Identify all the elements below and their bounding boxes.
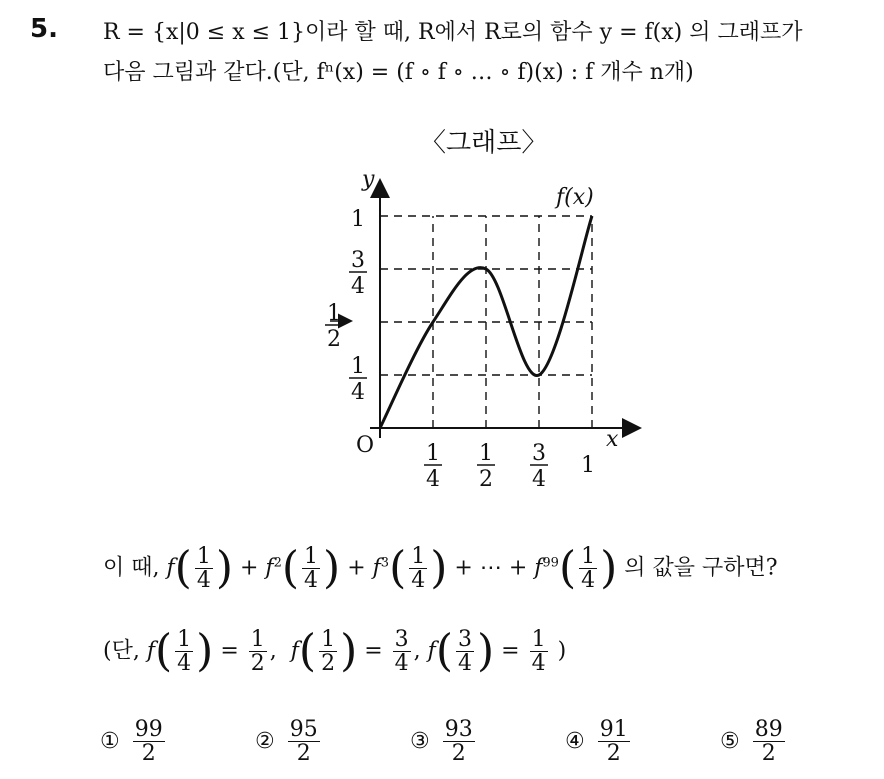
- question-line: 이 때, f( $\frac{1}{4}$ ) + $f^2$( $\frac{1}{4}$ ) + $f^3$( $\frac{1}{4}$ ) + ⋯ + $f^{99}$( $\frac{1}{4}$ ) 의 값을 구하면?: [103, 542, 778, 594]
- choice-4-mark: ④: [565, 729, 585, 755]
- choice-4-numerator: 91: [599, 717, 628, 742]
- y-tick-3-denominator: 4: [351, 274, 365, 299]
- function-graph: [310, 160, 650, 490]
- question-prefix: 이 때,: [103, 555, 160, 581]
- condition-suffix: ): [557, 638, 567, 664]
- choice-4[interactable]: [565, 718, 720, 765]
- condition-prefix: (단,: [103, 638, 140, 664]
- y-tick-2-denominator: 2: [327, 327, 341, 352]
- x-tick-2-numerator: 1: [479, 441, 493, 466]
- x-tick-1-denominator: 4: [426, 467, 440, 490]
- answer-choices: [100, 718, 875, 765]
- y-tick-4-label: 1: [351, 207, 365, 232]
- y-tick-1-numerator: 1: [351, 354, 365, 379]
- choice-3-numerator: 93: [444, 717, 473, 742]
- origin-label: O: [356, 433, 375, 458]
- choice-3-mark: ③: [410, 729, 430, 755]
- x-tick-2-denominator: 2: [479, 467, 493, 490]
- choice-5-numerator: 89: [754, 717, 783, 742]
- choice-5[interactable]: [720, 718, 875, 765]
- choice-2-numerator: 95: [289, 717, 318, 742]
- x-axis-label: x: [606, 427, 619, 452]
- choice-2[interactable]: [255, 718, 410, 765]
- choice-1-denominator: 2: [141, 741, 156, 767]
- problem-number: 5.: [30, 14, 58, 44]
- choice-1-mark: ①: [100, 729, 120, 755]
- question-suffix: 의 값을 구하면?: [624, 555, 778, 581]
- function-label: f(x): [556, 185, 594, 210]
- y-tick-3-numerator: 3: [351, 248, 365, 273]
- choice-3-denominator: 2: [451, 741, 466, 767]
- x-tick-3-denominator: 4: [532, 467, 546, 490]
- graph-title: 〈그래프〉: [420, 128, 548, 158]
- choice-5-mark: ⑤: [720, 729, 740, 755]
- grid-lines: [380, 216, 592, 428]
- y-axis-label: y: [362, 167, 375, 192]
- y-tick-2-numerator: 1: [327, 301, 341, 326]
- x-tick-1-numerator: 1: [426, 441, 440, 466]
- choice-5-denominator: 2: [761, 741, 776, 767]
- problem-stem-line2: 다음 그림과 같다.(단, fⁿ(x) = (f ∘ f ∘ … ∘ f)(x) : f 개수 n개): [103, 60, 694, 85]
- choice-1[interactable]: [100, 718, 255, 765]
- x-tick-4-label: 1: [581, 453, 595, 478]
- choice-1-numerator: 99: [134, 717, 163, 742]
- problem-stem-line1: R = {x|0 ≤ x ≤ 1}이라 할 때, R에서 R로의 함수 y = f(x) 의 그래프가: [103, 20, 803, 45]
- choice-2-mark: ②: [255, 729, 275, 755]
- choice-2-denominator: 2: [296, 741, 311, 767]
- choice-3[interactable]: [410, 718, 565, 765]
- y-tick-1-denominator: 4: [351, 380, 365, 405]
- condition-line: (단, f( $\frac{1}{4}$ ) = $\frac{1}{2}$ , f( $\frac{1}{2}$ ) = $\frac{3}{4}$ , f( $\frac{3}{4}$ ) = $\frac{1}{4}$ ): [103, 625, 567, 677]
- x-tick-3-numerator: 3: [532, 441, 546, 466]
- choice-4-denominator: 2: [606, 741, 621, 767]
